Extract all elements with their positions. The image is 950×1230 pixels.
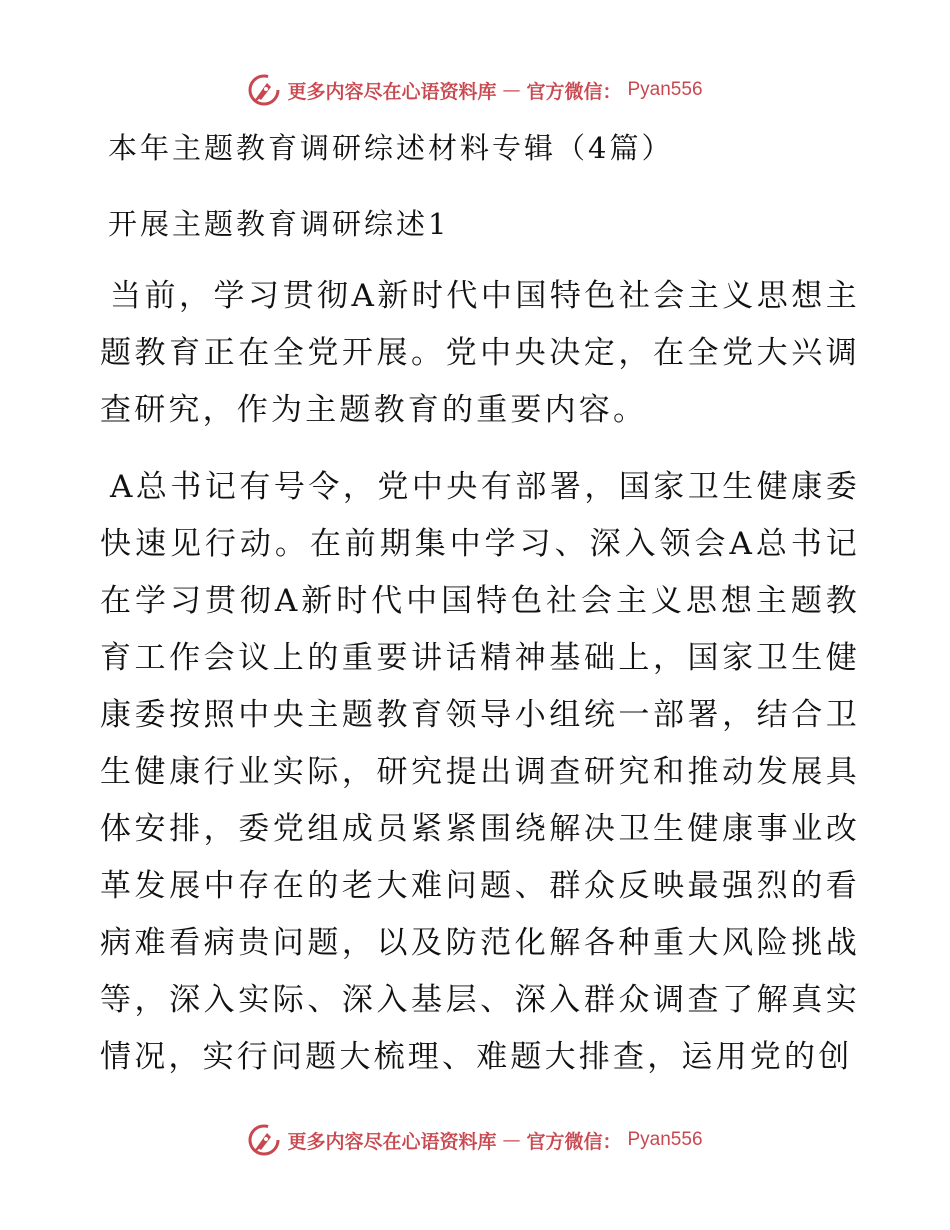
paragraph-1: 当前，学习贯彻A新时代中国特色社会主义思想主题教育正在全党开展。党中央决定，在全党大兴调查研究，作为主题教育的重要内容。 <box>100 278 860 428</box>
footer-banner <box>0 1120 950 1160</box>
document-subtitle: 开展主题教育调研综述1 <box>108 207 450 241</box>
banner-wechat-id: Pyan556 <box>627 79 703 100</box>
paragraph-2: A总书记有号令，党中央有部署，国家卫生健康委快速见行动。在前期集中学习、深入领会A总书记在学习贯彻A新时代中国特色社会主义思想主题教育工作会议上的重要讲话精神基础上，国家卫生健康委按照中央主题教育领导小组统一部署，结合卫生健康行业实际，研究提出调查研究和推动发展具体安排，委党组成员紧紧围绕解决卫生健康事业改革发展中存在的老大难问题、群众反映最强烈的看病难看病贵问题，以及防范化解各种重大风险挑战等，深入实际、深入基层、深入群众调查了解真实情况，实行问题大梳理、难题大排查，运用党的创 <box>100 469 860 1075</box>
banner-wechat-label: 官方微信： <box>526 80 622 103</box>
banner-site-text: 更多内容尽在心语资料库 <box>287 1130 497 1153</box>
pen-nib-logo-icon <box>247 73 281 107</box>
banner-dash: — <box>502 79 521 101</box>
header-banner <box>0 70 950 110</box>
banner-dash: — <box>502 1129 521 1151</box>
pen-nib-logo-icon <box>247 1123 281 1157</box>
document-title: 本年主题教育调研综述材料专辑（4篇） <box>108 131 674 165</box>
banner-wechat-label: 官方微信： <box>526 1130 622 1153</box>
banner-wechat-id: Pyan556 <box>627 1129 703 1150</box>
banner-site-text: 更多内容尽在心语资料库 <box>287 80 497 103</box>
